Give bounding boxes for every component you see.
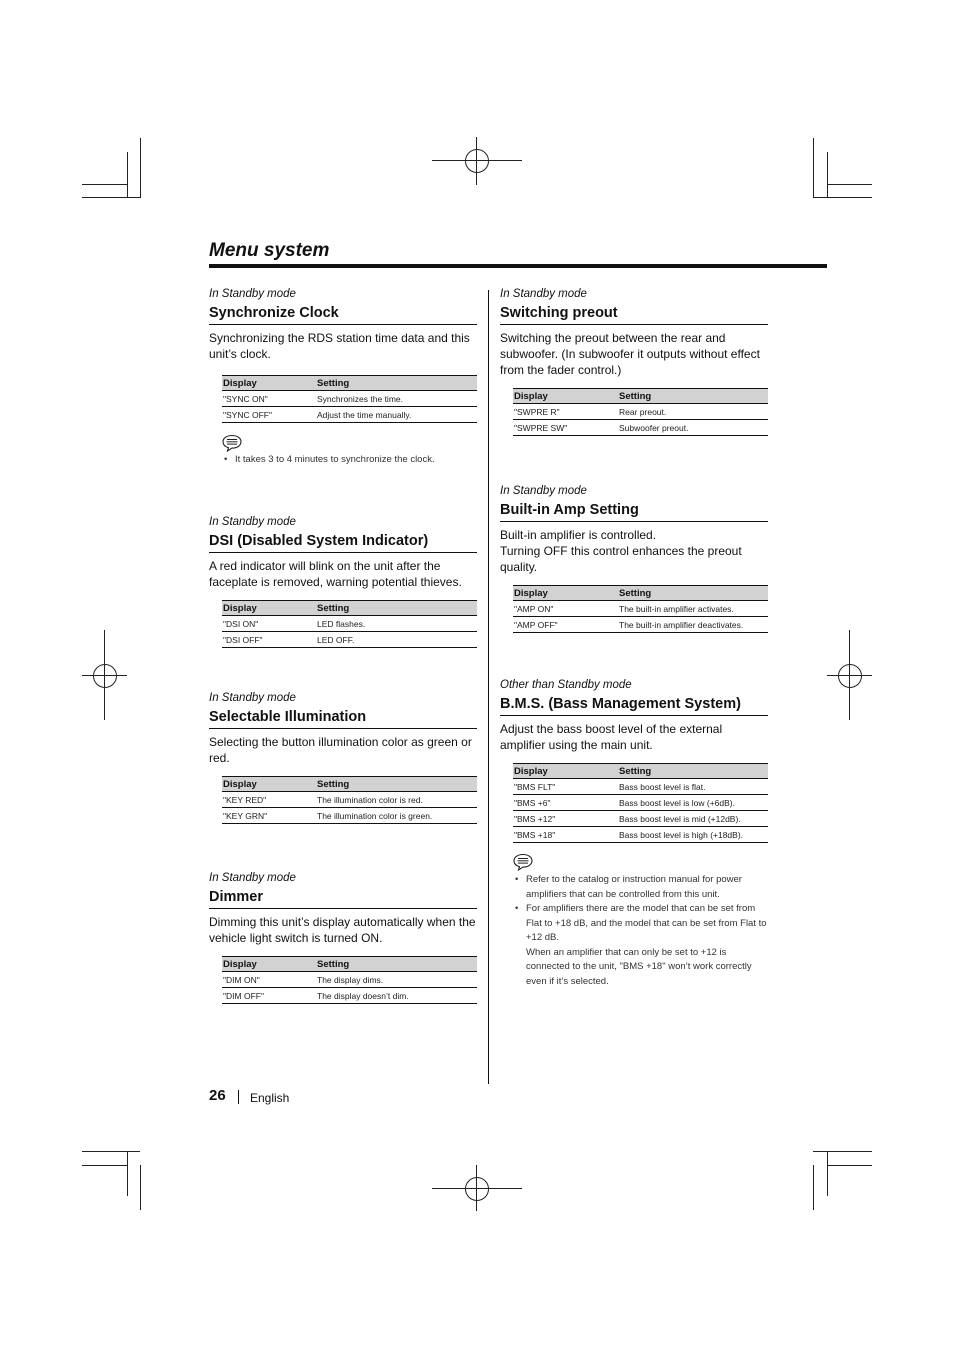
table-row — [513, 795, 768, 811]
settings-table — [222, 600, 477, 648]
registration-mark-line — [476, 1165, 477, 1211]
note-icon — [222, 434, 242, 452]
footer-language: English — [250, 1091, 290, 1105]
section-mode: In Standby mode — [209, 692, 296, 704]
section-selectable-illumination — [209, 690, 477, 824]
column-header-display: Display — [222, 376, 316, 391]
description-line: Built-in amplifier is controlled. — [500, 528, 657, 542]
note-item: • It takes 3 to 4 minutes to synchronize the clock. — [222, 453, 477, 468]
column-header-setting: Setting — [316, 601, 477, 616]
setting-cell: Bass boost level is mid (+12dB). — [618, 811, 768, 827]
column-header-display: Display — [513, 389, 618, 404]
display-cell: "SYNC OFF" — [222, 407, 316, 423]
display-cell: "SWPRE R" — [513, 404, 618, 420]
section-description: Synchronizing the RDS station time data and this unit’s clock. — [209, 331, 470, 361]
display-cell: "BMS +6" — [513, 795, 618, 811]
display-cell: "KEY RED" — [222, 792, 316, 808]
settings-table — [513, 388, 768, 436]
display-cell: "DIM OFF" — [222, 988, 316, 1004]
setting-cell: The illumination color is red. — [316, 792, 477, 808]
display-cell: "AMP OFF" — [513, 617, 618, 633]
table-row — [513, 420, 768, 436]
table-header-row — [222, 376, 477, 391]
table-row — [222, 391, 477, 407]
registration-mark-line — [849, 630, 850, 720]
description-line: Turning OFF this control enhances the preout quality. — [500, 544, 742, 574]
setting-cell: Subwoofer preout. — [618, 420, 768, 436]
section-description: Switching the preout between the rear and subwoofer. (In subwoofer it outputs without effect from the fader control.) — [500, 331, 760, 377]
column-header-setting: Setting — [316, 957, 477, 972]
table-row — [222, 407, 477, 423]
section-mode: In Standby mode — [209, 516, 296, 528]
section-mode: In Standby mode — [209, 288, 296, 300]
section-bms — [500, 677, 768, 989]
crop-mark — [827, 1151, 828, 1196]
table-header-row — [513, 586, 768, 601]
table-row — [513, 811, 768, 827]
title-rule — [209, 264, 827, 268]
table-header-row — [513, 389, 768, 404]
section-heading: Dimmer — [209, 887, 477, 909]
table-row — [513, 404, 768, 420]
footer-divider — [238, 1090, 239, 1104]
section-switching-preout — [500, 286, 768, 436]
crop-mark — [82, 197, 140, 198]
setting-cell: The built-in amplifier activates. — [618, 601, 768, 617]
crop-mark — [127, 1151, 128, 1196]
display-cell: "DSI OFF" — [222, 632, 316, 648]
crop-mark — [827, 1165, 872, 1166]
crop-mark — [140, 1165, 141, 1210]
display-cell: "DSI ON" — [222, 616, 316, 632]
crop-mark — [82, 184, 127, 185]
display-cell: "BMS +18" — [513, 827, 618, 843]
settings-table — [222, 776, 477, 824]
section-mode: In Standby mode — [500, 288, 587, 300]
display-cell: "SWPRE SW" — [513, 420, 618, 436]
registration-mark — [465, 149, 489, 173]
crop-mark — [140, 138, 141, 198]
section-synchronize-clock — [209, 286, 477, 468]
setting-cell: Bass boost level is high (+18dB). — [618, 827, 768, 843]
column-header-display: Display — [513, 764, 618, 779]
table-row — [222, 616, 477, 632]
crop-mark — [82, 1151, 140, 1152]
page-title: Menu system — [209, 240, 330, 261]
section-built-in-amp — [500, 483, 768, 633]
table-row — [222, 632, 477, 648]
column-header-display: Display — [222, 777, 316, 792]
setting-cell: The illumination color is green. — [316, 808, 477, 824]
crop-mark — [813, 197, 872, 198]
section-heading: Built-in Amp Setting — [500, 500, 768, 522]
table-row — [513, 827, 768, 843]
settings-table — [222, 956, 477, 1004]
table-row — [513, 779, 768, 795]
setting-cell: The display dims. — [316, 972, 477, 988]
crop-mark — [813, 138, 814, 198]
setting-cell: The display doesn’t dim. — [316, 988, 477, 1004]
section-heading: Switching preout — [500, 303, 768, 325]
section-dsi — [209, 514, 477, 648]
crop-mark — [82, 1165, 127, 1166]
registration-mark-line — [432, 160, 522, 161]
section-dimmer — [209, 870, 477, 1004]
table-header-row — [222, 957, 477, 972]
registration-mark-line — [104, 630, 105, 720]
registration-mark — [93, 664, 117, 688]
section-heading: Selectable Illumination — [209, 707, 477, 729]
setting-cell: Synchronizes the time. — [316, 391, 477, 407]
table-row — [513, 601, 768, 617]
display-cell: "BMS +12" — [513, 811, 618, 827]
settings-table — [513, 585, 768, 633]
registration-mark-line — [476, 137, 477, 185]
column-header-setting: Setting — [618, 764, 768, 779]
section-description — [500, 527, 768, 575]
column-header-setting: Setting — [618, 586, 768, 601]
setting-cell: LED flashes. — [316, 616, 477, 632]
table-row — [222, 808, 477, 824]
section-description: A red indicator will blink on the unit after the faceplate is removed, warning potential thieves. — [209, 559, 462, 589]
registration-mark — [838, 664, 862, 688]
table-header-row — [222, 777, 477, 792]
note-item: • Refer to the catalog or instruction manual for power amplifiers that can be controlled from this unit. — [513, 873, 768, 902]
table-row — [222, 988, 477, 1004]
section-heading: Synchronize Clock — [209, 303, 477, 325]
section-mode: In Standby mode — [209, 872, 296, 884]
table-row — [222, 972, 477, 988]
crop-mark — [827, 184, 872, 185]
section-description: Adjust the bass boost level of the external amplifier using the main unit. — [500, 722, 723, 752]
note-icon — [513, 853, 533, 871]
setting-cell: Bass boost level is flat. — [618, 779, 768, 795]
display-cell: "AMP ON" — [513, 601, 618, 617]
setting-cell: LED OFF. — [316, 632, 477, 648]
crop-mark — [127, 152, 128, 198]
section-heading: DSI (Disabled System Indicator) — [209, 531, 477, 553]
setting-cell: Bass boost level is low (+6dB). — [618, 795, 768, 811]
crop-mark — [827, 152, 828, 198]
display-cell: "KEY GRN" — [222, 808, 316, 824]
section-heading: B.M.S. (Bass Management System) — [500, 694, 768, 716]
setting-cell: Adjust the time manually. — [316, 407, 477, 423]
section-description: Selecting the button illumination color as green or red. — [209, 735, 472, 765]
column-header-display: Display — [222, 601, 316, 616]
display-cell: "DIM ON" — [222, 972, 316, 988]
column-divider — [488, 290, 489, 1084]
note-item: • For amplifiers there are the model that can be set from Flat to +18 dB, and the model that can be set from Flat to +12 dB. — [513, 902, 768, 946]
column-header-setting: Setting — [618, 389, 768, 404]
table-row — [222, 792, 477, 808]
section-description: Dimming this unit’s display automatically when the vehicle light switch is turned ON. — [209, 915, 476, 945]
registration-mark-line — [432, 1188, 522, 1189]
table-header-row — [222, 601, 477, 616]
crop-mark — [813, 1151, 872, 1152]
section-mode: Other than Standby mode — [500, 679, 632, 691]
registration-mark — [465, 1177, 489, 1201]
setting-cell: The built-in amplifier deactivates. — [618, 617, 768, 633]
column-header-display: Display — [222, 957, 316, 972]
section-mode: In Standby mode — [500, 485, 587, 497]
crop-mark — [813, 1165, 814, 1210]
settings-table — [222, 375, 477, 423]
page-number: 26 — [209, 1087, 226, 1104]
settings-table — [513, 763, 768, 843]
column-header-setting: Setting — [316, 777, 477, 792]
table-header-row — [513, 764, 768, 779]
note-continuation: When an amplifier that can only be set to +12 is connected to the unit, "BMS +18" won’t work correctly even if it’s selected. — [526, 946, 752, 987]
column-header-setting: Setting — [316, 376, 477, 391]
note-list — [513, 873, 768, 946]
setting-cell: Rear preout. — [618, 404, 768, 420]
note-list — [222, 453, 477, 468]
table-row — [513, 617, 768, 633]
display-cell: "BMS FLT" — [513, 779, 618, 795]
column-header-display: Display — [513, 586, 618, 601]
display-cell: "SYNC ON" — [222, 391, 316, 407]
